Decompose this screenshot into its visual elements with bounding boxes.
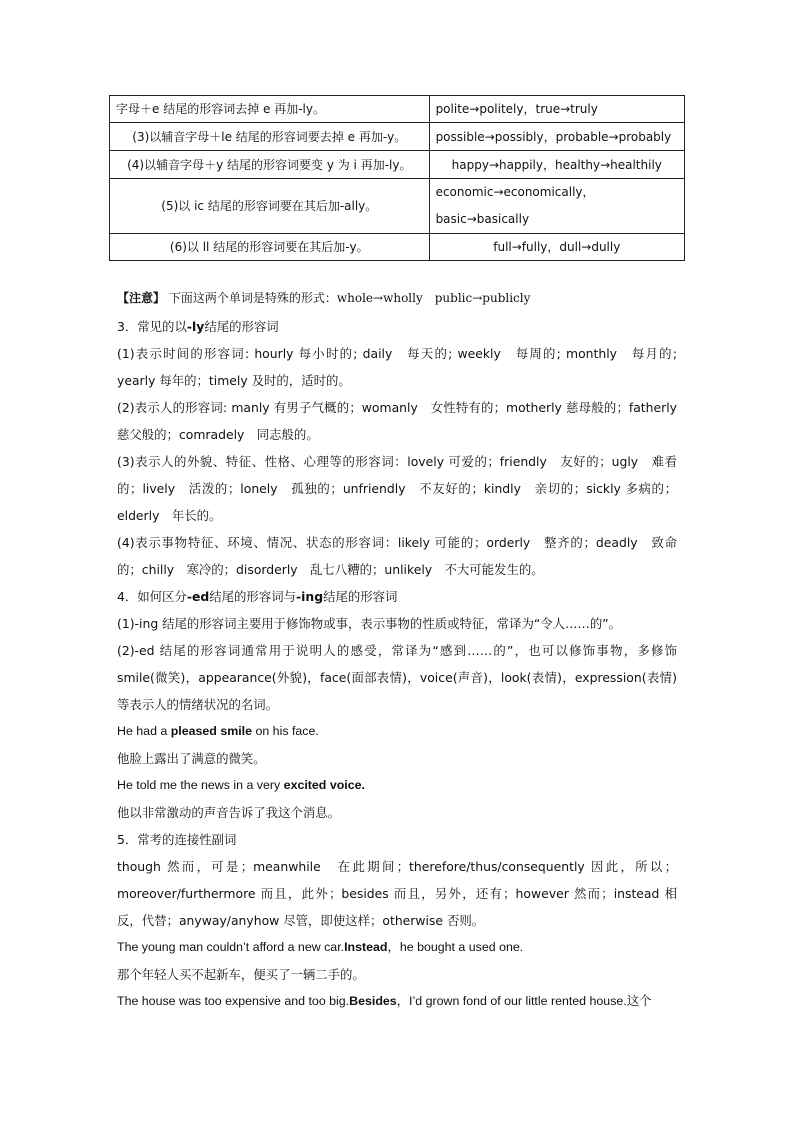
paragraph: (4)表示事物特征、环境、情况、状态的形容词：likely 可能的；orderly 整齐的；deadly 致命的；chilly 寒冷的；disorderly 乱七八糟的；unlikely 不大可能发生的。 [117,535,677,577]
section-heading [117,583,677,610]
paragraph: (1)表示时间的形容词: hourly 每小时的; daily 每天的; weekly 每周的; monthly 每月的; yearly 每年的；timely 及时的，适时的。 [117,346,677,388]
rule-cell: (5)以 ic 结尾的形容词要在其后加-ally。 [110,179,430,234]
example-text: He had a [117,724,171,738]
heading-text: 结尾的形容词 [323,589,398,604]
heading-text: 结尾的形容词 [204,319,279,334]
example-line: basic→basically [435,212,530,226]
example-bold: Instead [344,940,388,954]
example-text: The house was too expensive and too big. [117,994,350,1008]
adverb-formation-table [109,95,685,261]
section-heading [117,313,677,340]
paragraph: though 然而，可是；meanwhile 在此期间；therefore/thus/consequently 因此，所以；moreover/furthermore 而且，此外；besides 而且，另外，还有；however 然而；instead 相反，代替；anyway/anyhow 尽管，即使这样；otherwise 否则。 [117,859,677,928]
table-row [110,179,685,234]
document-body [117,313,677,1015]
table-row [110,123,685,151]
example-sentence [117,772,677,799]
example-text: The young man couldn’t afford a new car. [117,940,345,954]
rule-cell: 字母＋e 结尾的形容词去掉 e 再加-ly。 [110,96,430,123]
heading-bold: -ing [296,589,324,604]
section-heading: 5．常考的连接性副词 [117,832,237,847]
example-bold: pleased smile [170,724,253,738]
example-sentence [117,934,677,961]
heading-text: 4．如何区分 [117,589,187,604]
heading-text: 结尾的形容词与 [209,589,296,604]
paragraph: (2)表示人的形容词: manly 有男子气概的；womanly 女性特有的；motherly 慈母般的；fatherly 慈父般的；comradely 同志般的。 [117,400,677,442]
note-tag: 【注意】 [117,291,166,305]
example-translation: 他脸上露出了满意的微笑。 [117,751,266,766]
heading-text: 3．常见的以 [117,319,187,334]
rule-cell: (4)以辅音字母＋y 结尾的形容词要变 y 为 i 再加-ly。 [110,151,430,179]
example-cell: happy→happily，healthy→healthily [429,151,684,179]
example-sentence [117,988,677,1015]
heading-bold: -ly [186,319,205,334]
table-row [110,234,685,261]
table-row [110,151,685,179]
rule-cell: (6)以 ll 结尾的形容词要在其后加-y。 [110,234,430,261]
example-bold: Besides [349,994,397,1008]
example-cell: possible→possibly，probable→probably [429,123,684,151]
example-line: economic→economically， [435,185,595,199]
example-cell: polite→politely，true→truly [429,96,684,123]
example-sentence [117,718,677,745]
example-text: on his face. [252,724,319,738]
paragraph: (1)-ing 结尾的形容词主要用于修饰物或事，表示事物的性质或特征，常译为“令人……的”。 [117,616,622,631]
example-cell [429,179,684,234]
paragraph: (3)表示人的外貌、特征、性格、心理等的形容词：lovely 可爱的；friendly 友好的；ugly 难看的；lively 活泼的；lonely 孤独的；unfriendly 不友好的；kindly 亲切的；sickly 多病的；elderly 年长的。 [117,454,677,523]
rule-cell: (3)以辅音字母＋le 结尾的形容词要去掉 e 再加-y。 [110,123,430,151]
heading-bold: -ed [186,589,210,604]
example-translation: 他以非常激动的声音告诉了我这个消息。 [117,805,341,820]
example-text: ，I’d grown fond of our little rented house.这个 [396,994,652,1008]
example-cell: full→fully，dull→dully [429,234,684,261]
example-text: He told me the news in a very [117,778,284,792]
example-bold: excited voice. [283,778,365,792]
note-line [117,289,530,306]
paragraph: (2)-ed 结尾的形容词通常用于说明人的感受，常译为“感到……的”，也可以修饰事物，多修饰 smile(微笑)，appearance(外貌)，face(面部表情)，voice(声音)，look(表情)，expression(表情)等表示人的情绪状况的名词。 [117,643,677,712]
table-row [110,96,685,123]
example-translation: 那个年轻人买不起新车，便买了一辆二手的。 [117,967,365,982]
example-text: ，he bought a used one. [387,940,524,954]
note-text: 下面这两个单词是特殊的形式：whole→wholly public→publicly [168,291,531,305]
